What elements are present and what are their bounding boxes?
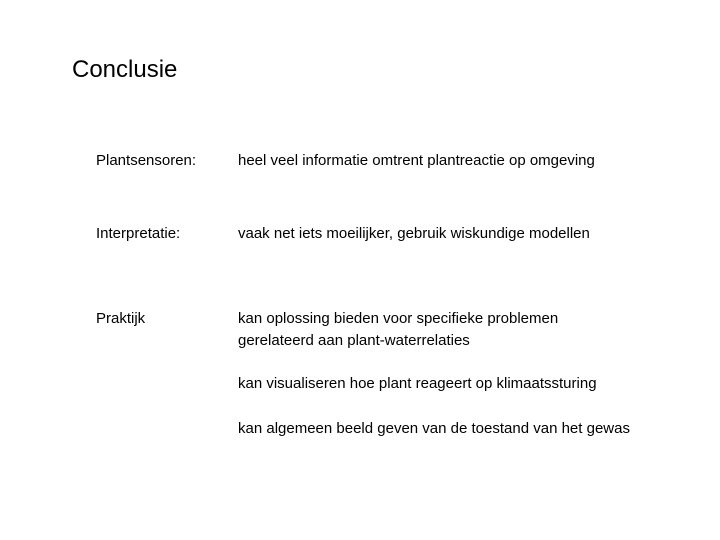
- row-text-interpretatie: vaak net iets moeilijker, gebruik wiskundige modellen: [238, 225, 590, 242]
- extra-line-visualiseren: kan visualiseren hoe plant reageert op klimaatssturing: [238, 375, 597, 392]
- row-label-plantsensoren: Plantsensoren:: [96, 152, 197, 169]
- row-label-interpretatie: Interpretatie:: [96, 225, 181, 242]
- row-label-praktijk: Praktijk: [96, 310, 146, 327]
- slide-title: Conclusie: [72, 56, 178, 83]
- row-text-plantsensoren: heel veel informatie omtrent plantreactie op omgeving: [238, 152, 595, 169]
- row-text-praktijk-line-2: gerelateerd aan plant-waterrelaties: [238, 332, 470, 349]
- extra-line-algemeen-beeld: kan algemeen beeld geven van de toestand van het gewas: [238, 420, 630, 437]
- row-text-praktijk-line-1: kan oplossing bieden voor specifieke problemen: [238, 310, 559, 327]
